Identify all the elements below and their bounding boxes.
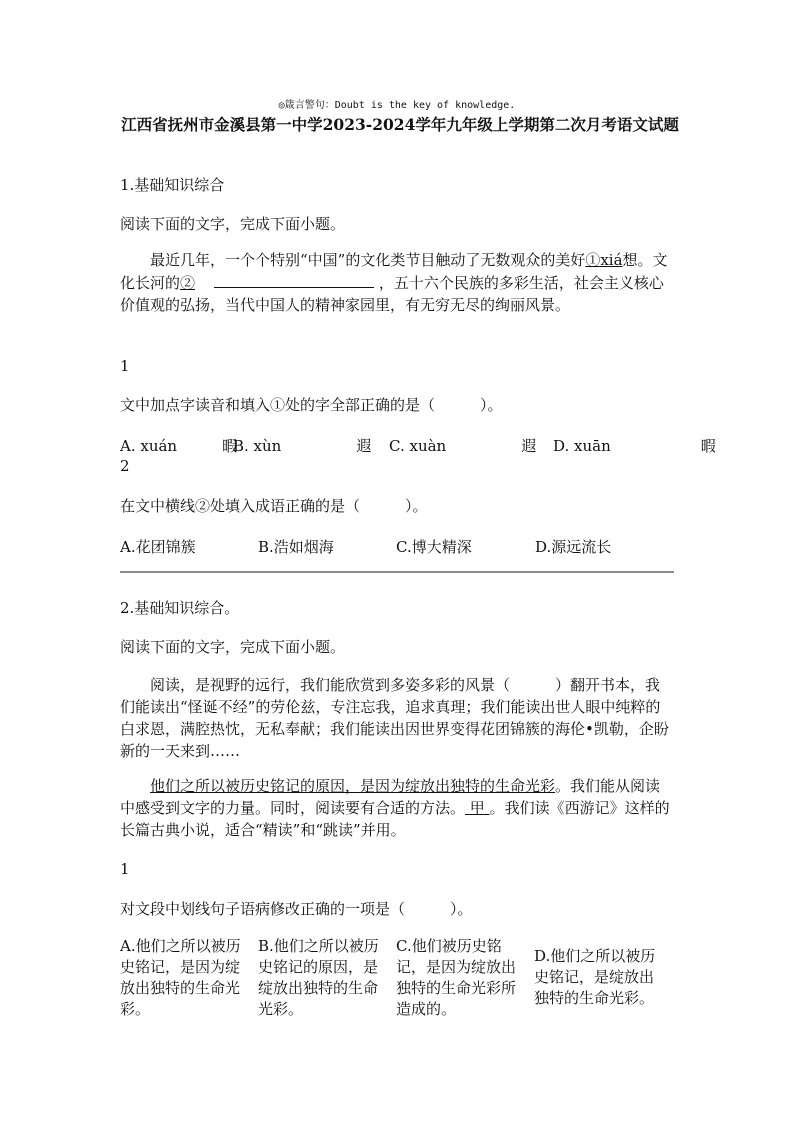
q2-label: 2.基础知识综合。 [120, 599, 240, 617]
q1-sub1-option-a[interactable]: A. xuán 暇 [120, 437, 238, 455]
q2-blank-jia [465, 799, 490, 817]
q1-sub2-option-b[interactable]: B.浩如烟海 [258, 538, 334, 556]
q2-sub1-option-c[interactable]: C.他们被历史铭记，是因为绽放出独特的生命光彩所造成的。 [396, 937, 517, 1018]
q2-paragraph-2-b: 。我们读《西游记》这样的长篇古典小说，适合“精读”和“跳读”并用。 [120, 799, 670, 839]
motto: ◎箴言警句：Doubt is the key of knowledge. [278, 100, 516, 111]
q1-passage-b: 想。文化长河的 [120, 251, 668, 292]
q1-sub2-option-d[interactable]: D.源远流长 [535, 538, 612, 556]
q1-sub1-number: 1 [120, 357, 130, 375]
q1-blank-2 [214, 271, 374, 288]
q1-sub2-option-c[interactable]: C.博大精深 [396, 538, 472, 556]
section-divider [120, 571, 674, 573]
q2-sub1-number: 1 [120, 860, 130, 878]
q2-sub1-option-d[interactable]: D.他们之所以被历史铭记，是绽放出独特的生命光彩。 [534, 947, 656, 1007]
q1-passage [120, 249, 674, 316]
q1-mark-2: ② [180, 274, 196, 292]
q2-sub1-stem: 对文段中划线句子语病修改正确的一项是（ ）。 [120, 900, 473, 918]
q1-label: 1.基础知识综合 [120, 176, 225, 194]
q2-underlined-sentence: 他们之所以被历史铭记的原因，是因为绽放出独特的生命光彩 [150, 777, 556, 795]
q1-sub1-option-b[interactable]: B. xùn 遐 [233, 437, 372, 455]
q2-paragraph-2 [120, 775, 674, 841]
q1-sub2-option-a[interactable]: A.花团锦簇 [120, 538, 196, 556]
q2-paragraph-1: 阅读，是视野的远行，我们能欣赏到多姿多彩的风景（ ）翻开书本，我们能读出“怪诞不经”的劳伦兹，专注忘我，追求真理；我们能读出世人眼中纯粹的白求恩，满腔热忱，无私奉献；我们能读出因世界变得花团锦簇的海伦•凯勒，企盼新的一天来到…… [120, 676, 669, 760]
q2-instruction: 阅读下面的文字，完成下面小题。 [120, 638, 346, 656]
q2-sub1-option-a[interactable]: A.他们之所以被历史铭记，是因为绽放出独特的生命光彩。 [120, 937, 241, 1018]
q2-paragraph-2-a: 。我们能从阅读中感受到文字的力量。同时，阅读要有合适的方法。 [120, 777, 661, 817]
q1-sub1-option-c[interactable]: C. xuàn 遐 [389, 437, 537, 455]
q1-passage-a: 最近几年，一个个特别“中国”的文化类节目触动了无数观众的美好 [150, 251, 586, 269]
q1-sub1-option-d[interactable]: D. xuān 暇 [553, 437, 716, 455]
q1-sub2-stem: 在文中横线②处填入成语正确的是（ ）。 [120, 497, 428, 515]
q1-sub1-stem: 文中加点字读音和填入①处的字全部正确的是（ ）。 [120, 396, 503, 414]
q1-instruction: 阅读下面的文字，完成下面小题。 [120, 215, 346, 233]
q1-mark-1: ①xiá [585, 251, 623, 269]
q1-passage-c: ，五十六个民族的多彩生活，社会主义核心价值观的弘扬，当代中国人的精神家园里，有无穷无尽的绚丽风景。 [120, 274, 664, 314]
q2-sub1-option-b[interactable]: B.他们之所以被历史铭记的原因，是绽放出独特的生命光彩。 [258, 937, 379, 1018]
q2-blank-jia-label: 甲 [469, 799, 485, 817]
exam-title: 江西省抚州市金溪县第一中学2023-2024学年九年级上学期第二次月考语文试题 [121, 115, 679, 134]
q1-sub2-number: 2 [120, 457, 130, 475]
